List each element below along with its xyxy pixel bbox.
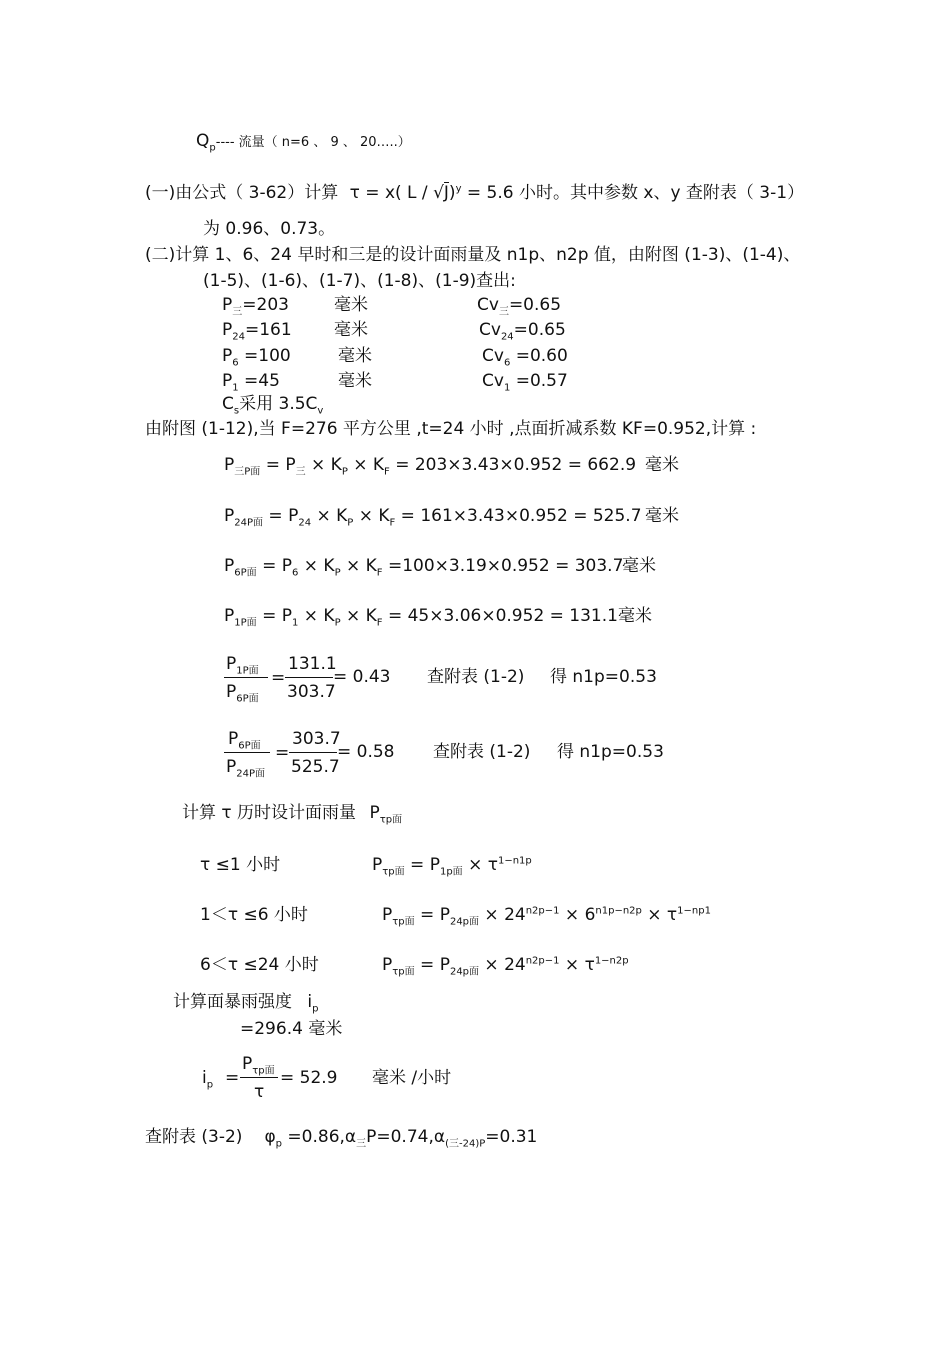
eq-kp: P <box>347 517 354 529</box>
equation-row <box>224 556 624 579</box>
p-value: =203 <box>242 295 289 315</box>
cv-value: =0.65 <box>513 320 566 340</box>
eq-k2: × K <box>340 556 377 576</box>
equation-row <box>224 606 618 629</box>
cv-sub: 1 <box>503 382 511 394</box>
cs-symbol: C <box>222 394 234 414</box>
equation-unit: 毫米 <box>618 606 652 626</box>
cs-v-sub: v <box>317 405 324 417</box>
eq-kp: P <box>334 617 341 629</box>
formula-intro: (一)由公式（ 3-62）计算 <box>145 183 339 203</box>
eq-kf: F <box>376 567 383 579</box>
cv-row <box>482 346 568 369</box>
flow-text: ---- 流量（ n=6 、 9 、 20…..） <box>215 135 411 150</box>
equation-unit: 毫米 <box>645 455 679 475</box>
p-row <box>222 346 291 369</box>
p-unit: 毫米 <box>334 295 368 315</box>
eq-value: = 161×3.43×0.952 = 525.7 <box>395 506 642 526</box>
equation-unit: 毫米 <box>622 556 656 576</box>
eq-mid: = P <box>256 556 292 576</box>
eq-lhs: P <box>224 556 235 576</box>
step-two-text-cont: (1-5)、(1-6)、(1-7)、(1-8)、(1-9)查出: <box>203 271 516 291</box>
eq-kp: P <box>341 466 348 478</box>
p-sub: 三 <box>232 306 243 318</box>
eq-k2: × K <box>353 506 390 526</box>
p-value: =161 <box>245 320 292 340</box>
eq-kf: F <box>376 617 383 629</box>
frac-result: = 0.43 <box>333 667 391 687</box>
tau-formula: $P_{\tau p面} = P_{24p面} \times 24^{n2p-1} \times \tau^{1-n2p}$ <box>382 955 629 978</box>
eq-value: = 203×3.43×0.952 = 662.9 <box>389 455 637 475</box>
cs-line <box>222 394 324 417</box>
cs-sub: s <box>233 405 240 417</box>
frac-get: 得 n1p=0.53 <box>550 667 657 687</box>
frac-left-num: $P_{1P面}$ <box>226 654 259 677</box>
cv-sub: 24 <box>500 331 514 343</box>
cv-symbol: Cv <box>482 346 504 366</box>
eq-kp: P <box>334 567 341 579</box>
cs-text: 采用 3.5C <box>239 394 318 414</box>
cv-row <box>482 371 568 394</box>
p-sub: 24 <box>232 331 245 343</box>
eq-lhs: P <box>224 506 235 526</box>
eq-kf: F <box>384 466 390 478</box>
p-symbol: P <box>222 320 233 340</box>
eq-lhs-sub: 三P面 <box>234 466 261 478</box>
ip-unit: 毫米 /小时 <box>372 1068 452 1088</box>
eq-k: × K <box>298 556 335 576</box>
frac-left-bar <box>224 752 270 753</box>
eq-value: = 45×3.06×0.952 = 131.1 <box>382 606 618 626</box>
eq-lhs-sub: 6P面 <box>234 567 257 579</box>
last-line: 查附表 (3-2) $\varphi_p =0.86,\alpha_三P=0.74,\alpha_{(三-24)P}=0.31$ <box>145 1127 538 1150</box>
tau-condition: 1＜τ ≤6 小时 <box>200 905 308 925</box>
p-row <box>222 320 292 343</box>
frac-right-den: 303.7 <box>287 682 336 702</box>
ip-num: $P_{\tau p面}$ <box>242 1054 275 1077</box>
ip-den: τ <box>254 1082 265 1102</box>
p-unit: 毫米 <box>338 346 372 366</box>
frac-left-num: $P_{6P面}$ <box>228 729 261 752</box>
formula-close: ) <box>448 183 456 203</box>
cv-value: =0.65 <box>508 295 562 315</box>
reduction-line: 由附图 (1-12),当 F=276 平方公里 ,t=24 小时 ,点面折减系数 KF=0.952,计算 : <box>145 419 757 439</box>
frac-ref: 查附表 (1-2) <box>433 742 531 762</box>
frac-right-bar <box>285 677 333 678</box>
p-value: =100 <box>238 346 291 366</box>
eq-k2: × K <box>340 606 377 626</box>
tau-formula: $P_{\tau p面} = P_{1p面} \times \tau^{1-n1p}$ <box>372 855 532 878</box>
frac-eq: = <box>275 743 290 763</box>
p-symbol: P <box>222 295 233 315</box>
cv-value: =0.57 <box>510 371 568 391</box>
cv-row <box>477 295 562 318</box>
frac-left-den: $P_{24P面}$ <box>226 757 266 780</box>
p-sub: 6 <box>232 357 239 369</box>
q-sub: p <box>209 142 216 154</box>
eq-mid-sub: 三 <box>295 466 306 478</box>
q-symbol: Q <box>196 131 210 151</box>
eq-lhs-sub: 1P面 <box>234 617 257 629</box>
tau-formula: $P_{\tau p面} = P_{24p面} \times 24^{n2p-1} \times 6^{n1p-n2p} \times \tau^{1-np1}$ <box>382 905 711 928</box>
eq-value: =100×3.19×0.952 = 303.7 <box>382 556 624 576</box>
frac-right-den: 525.7 <box>291 757 340 777</box>
equation-row <box>224 455 637 478</box>
frac-eq: = <box>271 668 286 688</box>
ip-bar <box>240 1077 278 1078</box>
cv-symbol: Cv <box>479 320 501 340</box>
eq-mid-sub: 6 <box>291 567 299 579</box>
tau-condition: τ ≤1 小时 <box>200 855 281 875</box>
ip-lhs: $i_p$ <box>202 1068 214 1091</box>
eq-mid: = P <box>260 455 296 475</box>
p-value: =45 <box>238 371 280 391</box>
tau-title: 计算 τ 历时设计面雨量 $P_{\tau p面}$ <box>182 803 403 826</box>
cv-sub: 三 <box>498 306 509 318</box>
formula-tau: τ = x( L / <box>349 183 434 203</box>
frac-right-bar <box>289 752 337 753</box>
ptau-value: =296.4 毫米 <box>240 1019 343 1039</box>
cv-row <box>479 320 566 343</box>
sqrt-arg: J <box>443 183 449 203</box>
eq-k: × K <box>298 606 335 626</box>
eq-lhs: P <box>224 455 235 475</box>
p-symbol: P <box>222 346 233 366</box>
formula-result: = 5.6 小时。其中参数 x、y 查附表（ 3-1） <box>461 183 805 203</box>
p-unit: 毫米 <box>334 320 368 340</box>
ip-eq: = <box>225 1068 240 1088</box>
param-values: 为 0.96、0.73。 <box>203 219 336 239</box>
eq-mid: = P <box>263 506 299 526</box>
cv-symbol: Cv <box>477 295 499 315</box>
eq-k: × K <box>311 506 348 526</box>
eq-mid: = P <box>256 606 292 626</box>
intensity-title: 计算面暴雨强度 $i_p$ <box>173 992 319 1015</box>
equation-unit: 毫米 <box>645 506 679 526</box>
cv-symbol: Cv <box>482 371 504 391</box>
equation-row <box>224 506 642 529</box>
p-row <box>222 371 280 394</box>
ip-result: = 52.9 <box>280 1068 338 1088</box>
eq-k: × K <box>305 455 342 475</box>
frac-left-den: $P_{6P面}$ <box>226 682 259 705</box>
eq-lhs: P <box>224 606 235 626</box>
step-two-text: (二)计算 1、6、24 早时和三是的设计面雨量及 n1p、n2p 值，由附图 (1-3)、(1-4)、 <box>145 245 801 265</box>
frac-right-num: 131.1 <box>288 654 337 674</box>
eq-mid-sub: 24 <box>298 517 312 529</box>
p-row <box>222 295 289 318</box>
flow-definition <box>196 131 411 154</box>
cv-sub: 6 <box>503 357 511 369</box>
sqrt-symbol: √ <box>433 183 444 203</box>
eq-mid-sub: 1 <box>291 617 299 629</box>
eq-kf: F <box>389 517 396 529</box>
frac-right-num: 303.7 <box>292 729 341 749</box>
cv-value: =0.60 <box>510 346 568 366</box>
tau-condition: 6＜τ ≤24 小时 <box>200 955 319 975</box>
frac-ref: 查附表 (1-2) <box>427 667 525 687</box>
p-symbol: P <box>222 371 233 391</box>
frac-left-bar <box>224 677 268 678</box>
eq-k2: × K <box>347 455 385 475</box>
p-sub: 1 <box>232 382 239 394</box>
frac-result: = 0.58 <box>337 742 395 762</box>
frac-get: 得 n1p=0.53 <box>557 742 664 762</box>
formula-line <box>145 185 804 202</box>
p-unit: 毫米 <box>338 371 372 391</box>
formula-exp: y <box>455 183 462 195</box>
eq-lhs-sub: 24P面 <box>234 517 264 529</box>
